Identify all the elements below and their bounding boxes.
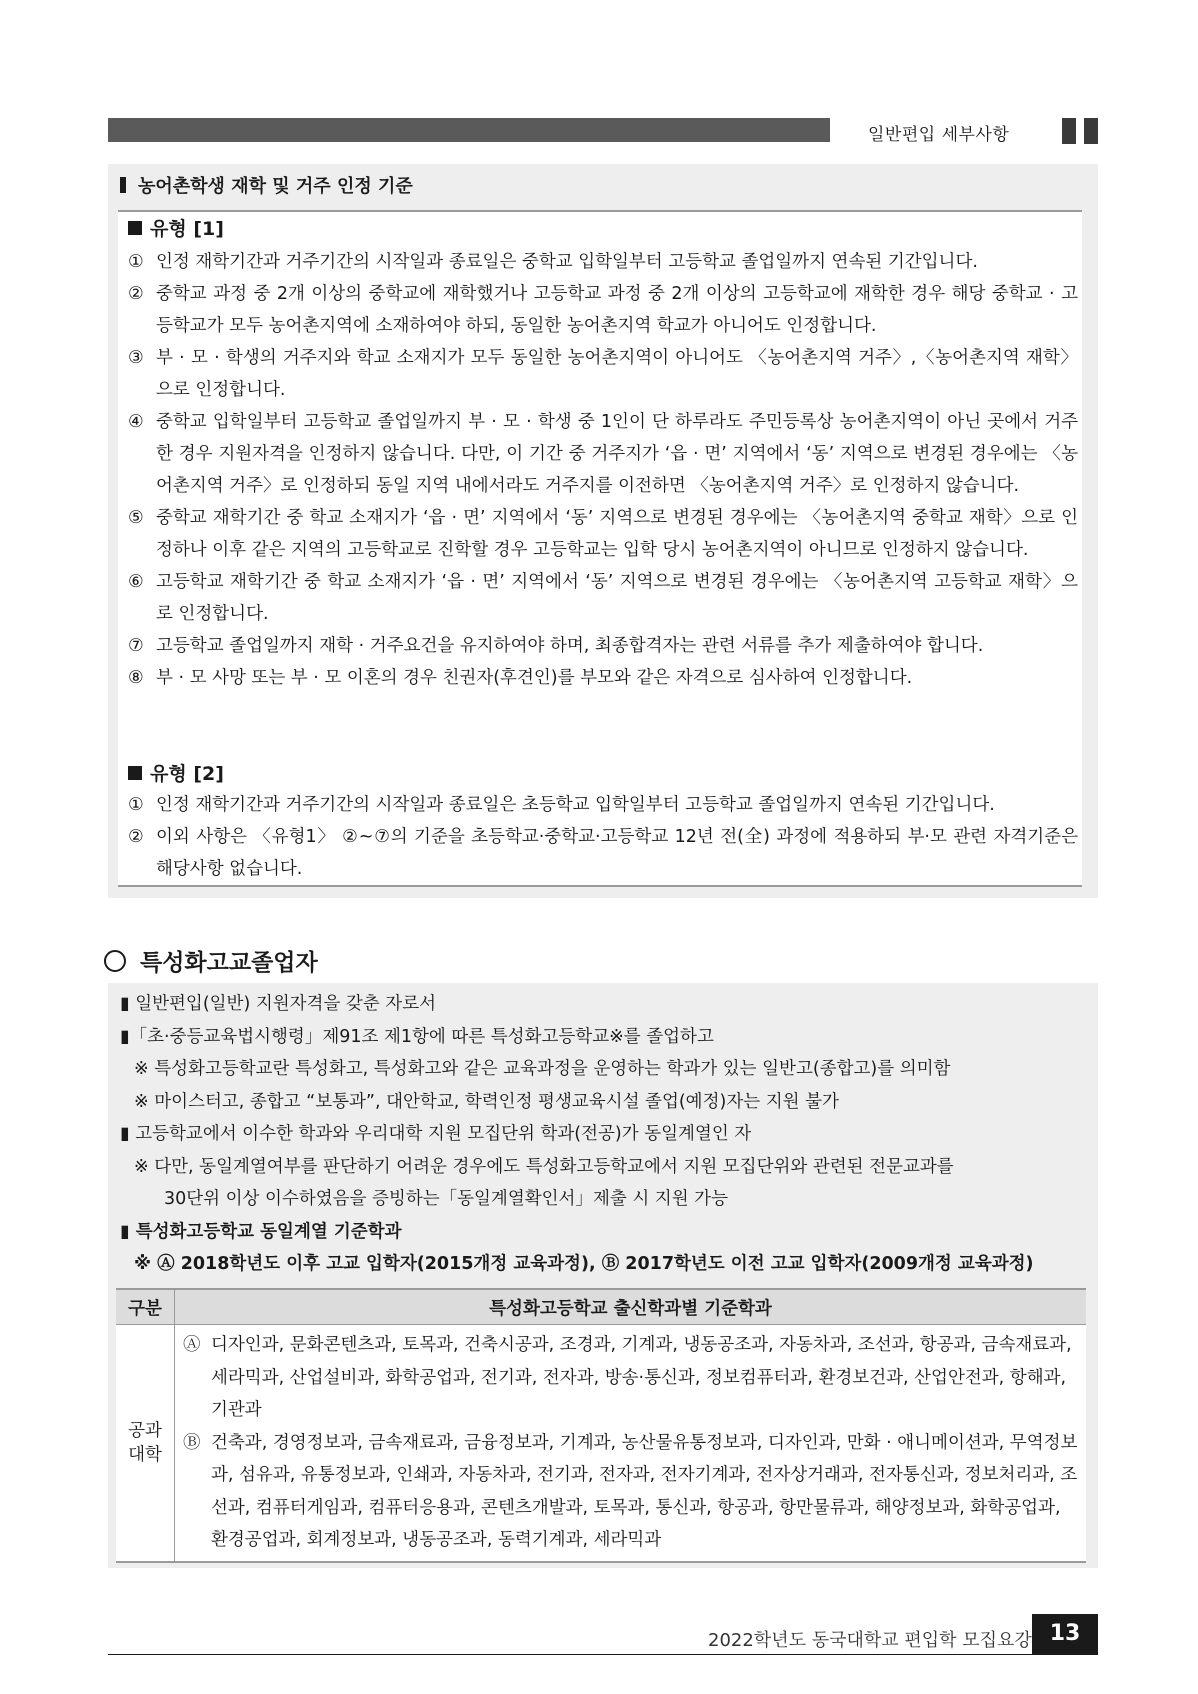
type1-title: 유형 [1]	[128, 214, 224, 241]
dept-cell	[175, 1325, 1087, 1562]
table-header-row	[116, 1289, 1086, 1325]
header-block	[1084, 118, 1098, 144]
table-row	[116, 1325, 1086, 1562]
list-item: ⑥ 고등학교 재학기간 중 학교 소재지가 ‘읍 · 면’ 지역에서 ‘동’ 지역으로 변경된 경우에는 〈농어촌지역 고등학교 재학〉으로 인정합니다.	[128, 572, 1078, 624]
square-bullet-icon	[128, 221, 142, 235]
note-line: ※ Ⓐ 2018학년도 이후 고교 입학자(2015개정 교육과정), Ⓑ 2017학년도 이전 고교 입학자(2009개정 교육과정)	[134, 1254, 1034, 1274]
text-line: ▮ 고등학교에서 이수한 학과와 우리대학 지원 모집단위 학과(전공)가 동일계열인 자	[120, 1124, 752, 1144]
circle-icon	[104, 950, 126, 972]
table-header: 특성화고등학교 출신학과별 기준학과	[175, 1289, 1087, 1325]
dept-group: Ⓐ 디자인과, 문화콘텐츠과, 토목과, 건축시공과, 조경과, 기계과, 냉동공조과, 자동차과, 조선과, 항공과, 금속재료과, 세라믹과, 산업설비과, 화학공업과, 전기과, 전자과, 방송·통신과, 정보컴퓨터과, 환경보건과, 산업안전과, 항해과, 기관과	[183, 1335, 1072, 1420]
note-line: ※ 특성화고등학교란 특성화고, 특성화고와 같은 교육과정을 운영하는 학과가 있는 일반고(종합고)를 의미함	[134, 1059, 951, 1079]
subheading-line: ▮ 특성화고등학교 동일계열 기준학과	[120, 1221, 402, 1242]
page-number: 13	[1032, 1614, 1098, 1654]
list-item: ② 중학교 과정 중 2개 이상의 중학교에 재학했거나 고등학교 과정 중 2개 이상의 고등학교에 재학한 경우 해당 중학교 · 고등학교가 모두 농어촌지역에 소재하여야 하되, 동일한 농어촌지역 학교가 아니어도 인정합니다.	[128, 284, 1078, 336]
list-item: ⑧ 부 · 모 사망 또는 부 · 모 이혼의 경우 친권자(후견인)를 부모와 같은 자격으로 심사하여 인정합니다.	[128, 668, 913, 688]
list-item: ⑦ 고등학교 졸업일까지 재학 · 거주요건을 유지하여야 하며, 최종합격자는 관련 서류를 추가 제출하여야 합니다.	[128, 636, 984, 656]
header-title: 일반편입 세부사항	[868, 125, 1010, 145]
footer-rule	[108, 1654, 1098, 1655]
section-title: 특성화고교졸업자	[104, 944, 318, 977]
list-item: ③ 부 · 모 · 학생의 거주지와 학교 소재지가 모두 동일한 농어촌지역이 아니어도 〈농어촌지역 거주〉,〈농어촌지역 재학〉으로 인정합니다.	[128, 348, 1078, 400]
note-line: ※ 다만, 동일계열여부를 판단하기 어려운 경우에도 특성화고등학교에서 지원 모집단위와 관련된 전문교과를	[134, 1156, 954, 1177]
bullet-icon	[120, 177, 126, 193]
dept-group: Ⓑ 건축과, 경영정보과, 금속재료과, 금융정보과, 기계과, 농산물유통정보과, 디자인과, 만화 · 애니메이션과, 무역정보과, 섬유과, 유통정보과, 인쇄과, 자동차과, 전기과, 전자과, 전자기계과, 전자상거래과, 전자통신과, 정보처리과, 조선과, 컴퓨터게임과, 컴퓨터응용과, 콘텐츠개발과, 토목과, 통신과, 항공과, 항만물류과, 해양정보과, 화학공업과, 환경공업과, 회계정보과, 냉동공조과, 동력기계과, 세라믹과	[183, 1432, 1078, 1550]
category-cell: 공과대학	[116, 1325, 175, 1562]
list-item: ④ 중학교 입학일부터 고등학교 졸업일까지 부 · 모 · 학생 중 1인이 단 하루라도 주민등록상 농어촌지역이 아닌 곳에서 거주한 경우 지원자격을 인정하지 않습니다. 다만, 이 기간 중 거주지가 ‘읍 · 면’ 지역에서 ‘동’ 지역으로 변경된 경우에는 〈농어촌지역 거주〉로 인정하되 동일 지역 내에서라도 거주지를 이전하면 〈농어촌지역 거주〉로 인정하지 않습니다.	[128, 412, 1078, 496]
dept-table	[116, 1288, 1086, 1563]
note-line: ※ 마이스터고, 종합고 “보통과”, 대안학교, 학력인정 평생교육시설 졸업(예정)자는 지원 불가	[134, 1091, 839, 1112]
list-item: ① 인정 재학기간과 거주기간의 시작일과 종료일은 초등학교 입학일부터 고등학교 졸업일까지 연속된 기간입니다.	[128, 795, 995, 815]
header-block	[1062, 118, 1076, 144]
special-lines	[120, 988, 1080, 1281]
list-item: ② 이외 사항은 〈유형1〉 ②~⑦의 기준을 초등학교·중학교·고등학교 12년 전(全) 과정에 적용하되 부·모 관련 자격기준은 해당사항 없습니다.	[128, 827, 1078, 879]
type2-list	[128, 789, 1078, 885]
square-bullet-icon	[128, 766, 142, 780]
footer-text: 2022학년도 동국대학교 편입학 모집요강	[708, 1630, 1032, 1651]
type2-box	[118, 757, 1082, 887]
rural-heading: 농어촌학생 재학 및 거주 인정 기준	[120, 172, 413, 198]
note-line: 30단위 이상 이수하였음을 증빙하는「동일계열확인서」제출 시 지원 가능	[164, 1189, 728, 1209]
text-line: ▮「초·중등교육법시행령」제91조 제1항에 따른 특성화고등학교※를 졸업하고	[120, 1026, 714, 1047]
text-line: ▮ 일반편입(일반) 지원자격을 갖춘 자로서	[120, 994, 437, 1014]
list-item: ⑤ 중학교 재학기간 중 학교 소재지가 ‘읍 · 면’ 지역에서 ‘동’ 지역으로 변경된 경우에는 〈농어촌지역 중학교 재학〉으로 인정하나 이후 같은 지역의 고등학교로 진학할 경우 고등학교는 입학 당시 농어촌지역이 아니므로 인정하지 않습니다.	[128, 508, 1078, 560]
type2-title: 유형 [2]	[128, 759, 224, 786]
list-item: ① 인정 재학기간과 거주기간의 시작일과 종료일은 중학교 입학일부터 고등학교 졸업일까지 연속된 기간입니다.	[128, 252, 978, 272]
type1-box	[118, 210, 1082, 759]
table-header: 구분	[116, 1289, 175, 1325]
header-bar	[108, 118, 830, 142]
type1-list	[128, 246, 1078, 694]
